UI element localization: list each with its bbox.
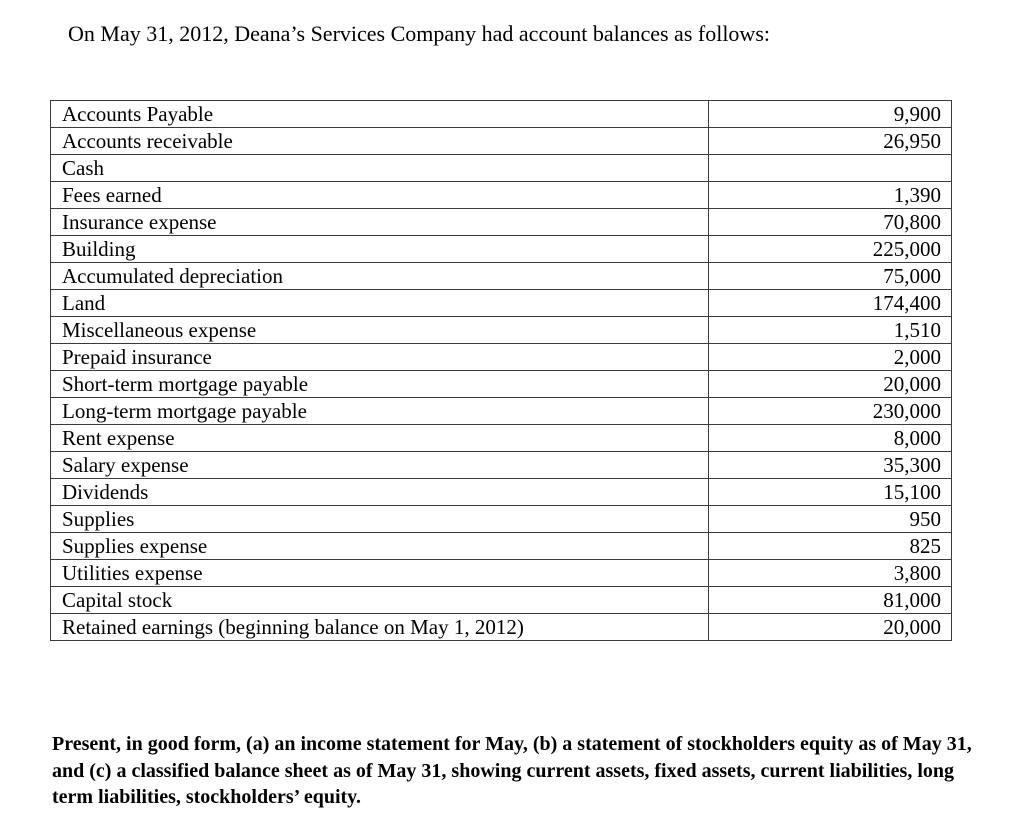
table-row	[51, 209, 952, 236]
account-name: Rent expense	[51, 425, 709, 452]
table-row	[51, 182, 952, 209]
table-row	[51, 614, 952, 641]
account-name: Utilities expense	[51, 560, 709, 587]
account-balance: 2,000	[709, 344, 952, 371]
table-row	[51, 506, 952, 533]
table-row	[51, 560, 952, 587]
account-balance	[709, 155, 952, 182]
account-name: Cash	[51, 155, 709, 182]
table-row	[51, 101, 952, 128]
table-row	[51, 128, 952, 155]
account-balance: 3,800	[709, 560, 952, 587]
account-balance: 1,510	[709, 317, 952, 344]
account-name: Fees earned	[51, 182, 709, 209]
account-balance: 8,000	[709, 425, 952, 452]
account-balance: 35,300	[709, 452, 952, 479]
account-balance: 950	[709, 506, 952, 533]
account-balance: 75,000	[709, 263, 952, 290]
account-name: Dividends	[51, 479, 709, 506]
table-row	[51, 344, 952, 371]
table-row	[51, 479, 952, 506]
account-balance: 70,800	[709, 209, 952, 236]
account-name: Short-term mortgage payable	[51, 371, 709, 398]
account-balance: 230,000	[709, 398, 952, 425]
account-name: Miscellaneous expense	[51, 317, 709, 344]
table-row	[51, 317, 952, 344]
table-row	[51, 263, 952, 290]
account-name: Salary expense	[51, 452, 709, 479]
table-row	[51, 236, 952, 263]
intro-text: On May 31, 2012, Deana’s Services Company had account balances as follows:	[68, 21, 770, 46]
table-row	[51, 425, 952, 452]
table-row	[51, 290, 952, 317]
account-name: Supplies	[51, 506, 709, 533]
account-name: Accounts Payable	[51, 101, 709, 128]
table-row	[51, 587, 952, 614]
account-balance: 225,000	[709, 236, 952, 263]
account-name: Long-term mortgage payable	[51, 398, 709, 425]
table-row	[51, 371, 952, 398]
table-row	[51, 452, 952, 479]
account-name: Supplies expense	[51, 533, 709, 560]
account-name: Insurance expense	[51, 209, 709, 236]
account-name: Accounts receivable	[51, 128, 709, 155]
instructions-text: Present, in good form, (a) an income statement for May, (b) a statement of stockholders equity as of May 31, and (c) a classified balance sheet as of May 31, showing current assets, fixed assets, current liabilities, long term liabilities, stockholders’ equity.	[52, 733, 972, 808]
account-balance: 20,000	[709, 371, 952, 398]
table-row	[51, 155, 952, 182]
account-balance: 9,900	[709, 101, 952, 128]
table-row	[51, 533, 952, 560]
account-name: Prepaid insurance	[51, 344, 709, 371]
account-balance: 825	[709, 533, 952, 560]
account-name: Building	[51, 236, 709, 263]
account-balance: 26,950	[709, 128, 952, 155]
account-balances-table	[50, 100, 952, 641]
account-balance: 81,000	[709, 587, 952, 614]
account-balances-body	[51, 101, 952, 641]
account-name: Capital stock	[51, 587, 709, 614]
account-balance: 20,000	[709, 614, 952, 641]
account-name: Retained earnings (beginning balance on May 1, 2012)	[51, 614, 709, 641]
table-row	[51, 398, 952, 425]
account-balance: 15,100	[709, 479, 952, 506]
account-name: Land	[51, 290, 709, 317]
account-name: Accumulated depreciation	[51, 263, 709, 290]
account-balance: 1,390	[709, 182, 952, 209]
account-balance: 174,400	[709, 290, 952, 317]
